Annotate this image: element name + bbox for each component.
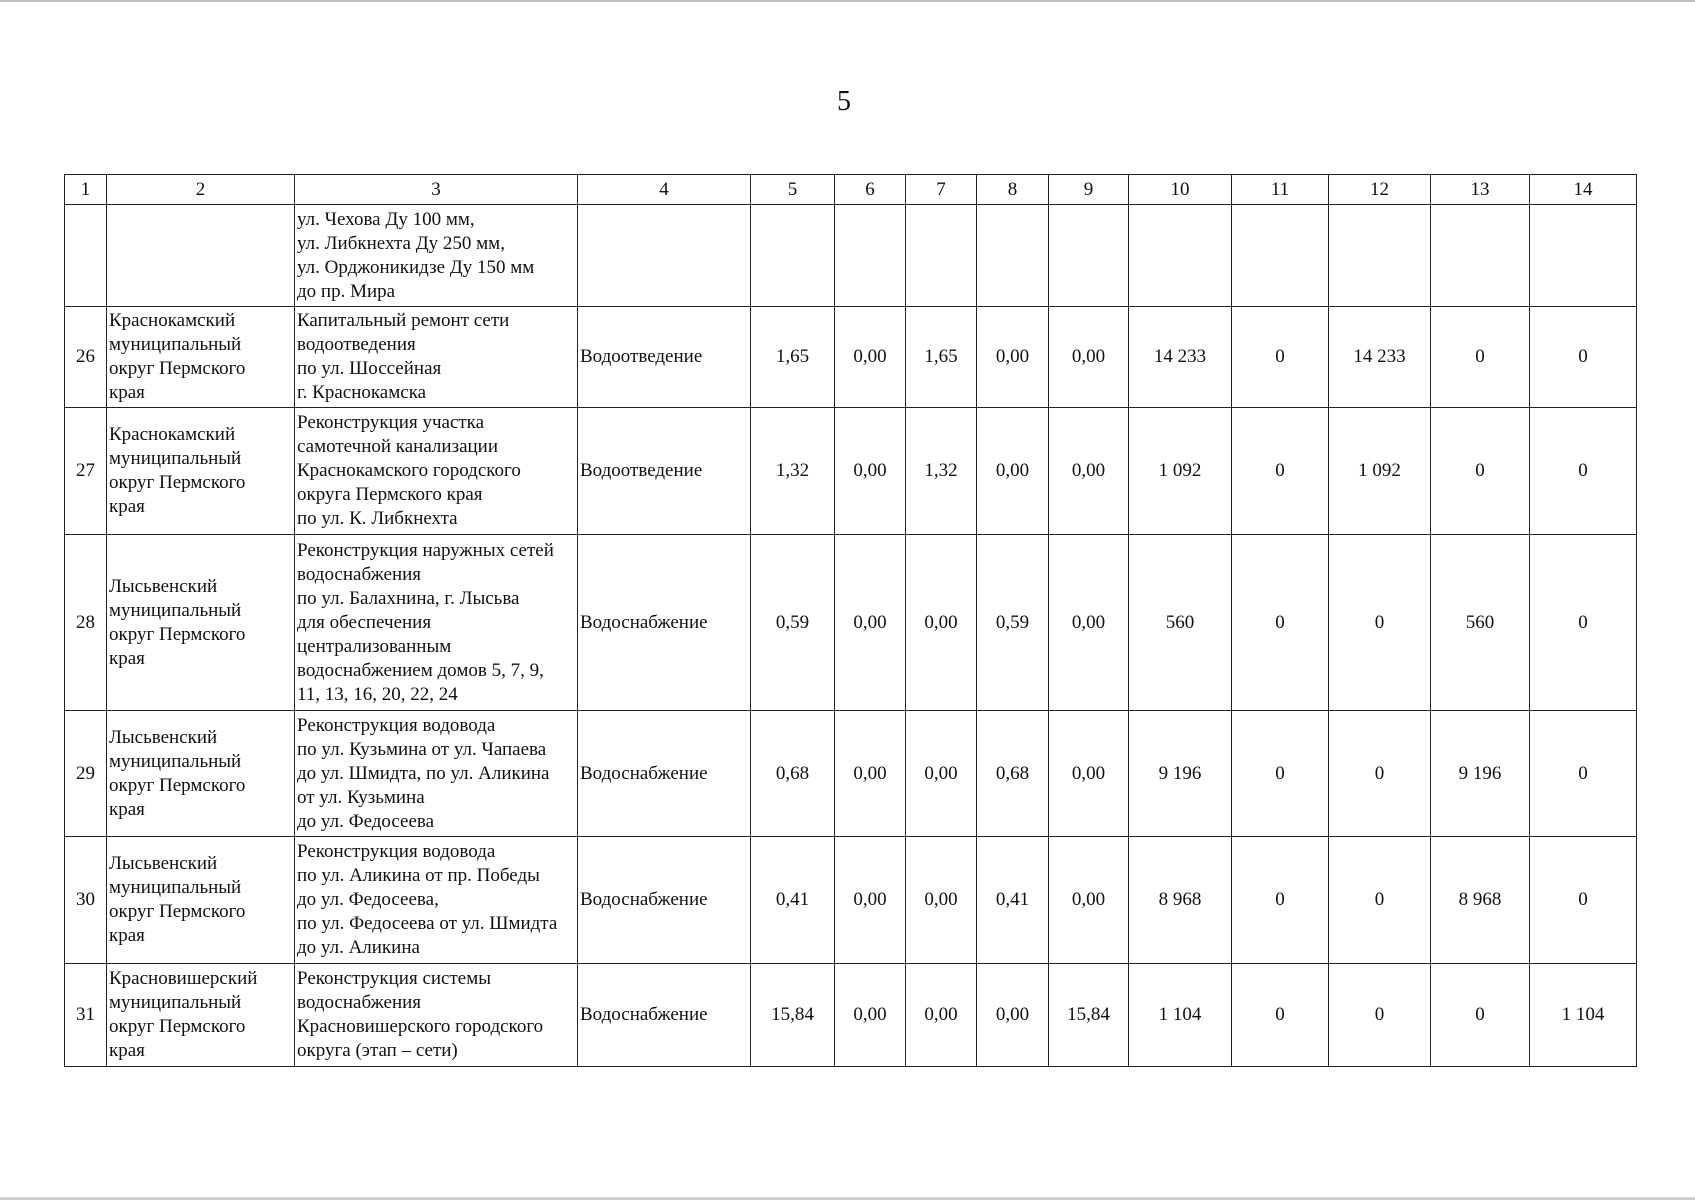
value-cell: 9 196 bbox=[1431, 711, 1530, 837]
type-cell: Водоснабжение bbox=[578, 837, 751, 964]
value-cell: 0 bbox=[1232, 837, 1329, 964]
column-header: 14 bbox=[1530, 175, 1637, 205]
value-cell: 0,59 bbox=[751, 535, 835, 711]
row-number-cell: 29 bbox=[65, 711, 107, 837]
value-cell: 0,00 bbox=[835, 837, 906, 964]
municipality-cell: Краснокамский муниципальный округ Пермского края bbox=[107, 307, 295, 408]
type-cell: Водоотведение bbox=[578, 307, 751, 408]
municipality-cell: Лысьвенский муниципальный округ Пермского края bbox=[107, 837, 295, 964]
column-header: 2 bbox=[107, 175, 295, 205]
scan-edge-top bbox=[0, 0, 1695, 2]
value-cell: 0,00 bbox=[977, 964, 1049, 1067]
value-cell: 1,32 bbox=[751, 408, 835, 535]
value-cell: 0 bbox=[1431, 408, 1530, 535]
type-cell bbox=[578, 205, 751, 307]
value-cell bbox=[1431, 205, 1530, 307]
description-cell: Реконструкция участка самотечной канализации Краснокамского городского округа Пермского края по ул. К. Либкнехта bbox=[295, 408, 578, 535]
value-cell: 0 bbox=[1329, 964, 1431, 1067]
value-cell: 0,00 bbox=[835, 408, 906, 535]
column-header: 3 bbox=[295, 175, 578, 205]
column-header: 5 bbox=[751, 175, 835, 205]
value-cell: 0 bbox=[1232, 535, 1329, 711]
row-number-cell bbox=[65, 205, 107, 307]
description-cell: Реконструкция системы водоснабжения Красновишерского городского округа (этап – сети) bbox=[295, 964, 578, 1067]
data-table bbox=[64, 174, 1637, 1067]
value-cell: 0,00 bbox=[835, 711, 906, 837]
value-cell: 0,00 bbox=[906, 535, 977, 711]
value-cell bbox=[1129, 205, 1232, 307]
value-cell: 8 968 bbox=[1129, 837, 1232, 964]
row-number-cell: 26 bbox=[65, 307, 107, 408]
value-cell: 1,65 bbox=[906, 307, 977, 408]
value-cell: 0 bbox=[1232, 307, 1329, 408]
value-cell bbox=[1329, 205, 1431, 307]
table-row-continuation bbox=[65, 205, 1637, 307]
value-cell: 0 bbox=[1530, 711, 1637, 837]
municipality-cell bbox=[107, 205, 295, 307]
value-cell: 0,00 bbox=[1049, 307, 1129, 408]
column-header: 12 bbox=[1329, 175, 1431, 205]
value-cell: 0 bbox=[1431, 964, 1530, 1067]
value-cell bbox=[751, 205, 835, 307]
value-cell bbox=[977, 205, 1049, 307]
description-cell: Реконструкция водовода по ул. Кузьмина от ул. Чапаева до ул. Шмидта, по ул. Аликина от ул. Кузьмина до ул. Федосеева bbox=[295, 711, 578, 837]
row-number-cell: 27 bbox=[65, 408, 107, 535]
value-cell bbox=[906, 205, 977, 307]
row-number-cell: 30 bbox=[65, 837, 107, 964]
value-cell: 1,65 bbox=[751, 307, 835, 408]
type-cell: Водоотведение bbox=[578, 408, 751, 535]
value-cell: 0 bbox=[1530, 535, 1637, 711]
value-cell: 0,00 bbox=[1049, 837, 1129, 964]
value-cell: 0,68 bbox=[751, 711, 835, 837]
value-cell: 1 104 bbox=[1530, 964, 1637, 1067]
value-cell: 0,00 bbox=[835, 964, 906, 1067]
value-cell: 0 bbox=[1329, 535, 1431, 711]
value-cell bbox=[835, 205, 906, 307]
table-row bbox=[65, 535, 1637, 711]
municipality-cell: Краснокамский муниципальный округ Пермского края bbox=[107, 408, 295, 535]
column-header: 9 bbox=[1049, 175, 1129, 205]
table-row bbox=[65, 837, 1637, 964]
value-cell: 0,41 bbox=[977, 837, 1049, 964]
value-cell bbox=[1232, 205, 1329, 307]
value-cell: 14 233 bbox=[1329, 307, 1431, 408]
value-cell: 0,00 bbox=[906, 964, 977, 1067]
value-cell: 0,00 bbox=[1049, 535, 1129, 711]
value-cell: 0 bbox=[1232, 964, 1329, 1067]
row-number-cell: 31 bbox=[65, 964, 107, 1067]
value-cell bbox=[1530, 205, 1637, 307]
value-cell: 560 bbox=[1129, 535, 1232, 711]
value-cell: 0,00 bbox=[906, 711, 977, 837]
column-header: 8 bbox=[977, 175, 1049, 205]
row-number-cell: 28 bbox=[65, 535, 107, 711]
column-header: 13 bbox=[1431, 175, 1530, 205]
column-header: 1 bbox=[65, 175, 107, 205]
value-cell: 0 bbox=[1232, 408, 1329, 535]
value-cell: 560 bbox=[1431, 535, 1530, 711]
value-cell: 0,41 bbox=[751, 837, 835, 964]
page-number: 5 bbox=[837, 86, 851, 117]
type-cell: Водоснабжение bbox=[578, 711, 751, 837]
value-cell: 0,00 bbox=[906, 837, 977, 964]
column-header: 10 bbox=[1129, 175, 1232, 205]
column-header: 11 bbox=[1232, 175, 1329, 205]
description-cell: Реконструкция водовода по ул. Аликина от пр. Победы до ул. Федосеева, по ул. Федосеева от ул. Шмидта до ул. Аликина bbox=[295, 837, 578, 964]
value-cell: 0,59 bbox=[977, 535, 1049, 711]
value-cell: 1,32 bbox=[906, 408, 977, 535]
value-cell bbox=[1049, 205, 1129, 307]
column-number-row bbox=[65, 175, 1637, 205]
value-cell: 0 bbox=[1431, 307, 1530, 408]
value-cell: 15,84 bbox=[751, 964, 835, 1067]
municipality-cell: Красновишерский муниципальный округ Пермского края bbox=[107, 964, 295, 1067]
value-cell: 0 bbox=[1530, 408, 1637, 535]
value-cell: 0,00 bbox=[835, 307, 906, 408]
value-cell: 0 bbox=[1329, 711, 1431, 837]
column-header: 6 bbox=[835, 175, 906, 205]
value-cell: 0 bbox=[1232, 711, 1329, 837]
table-row bbox=[65, 408, 1637, 535]
municipality-cell: Лысьвенский муниципальный округ Пермского края bbox=[107, 535, 295, 711]
value-cell: 0,00 bbox=[835, 535, 906, 711]
table-row bbox=[65, 307, 1637, 408]
value-cell: 0,68 bbox=[977, 711, 1049, 837]
description-cell: Реконструкция наружных сетей водоснабжения по ул. Балахнина, г. Лысьва для обеспечения централизованным водоснабжением домов 5, 7, 9, 11, 13, 16, 20, 22, 24 bbox=[295, 535, 578, 711]
value-cell: 0 bbox=[1530, 837, 1637, 964]
column-header: 4 bbox=[578, 175, 751, 205]
value-cell: 1 092 bbox=[1129, 408, 1232, 535]
description-cell: ул. Чехова Ду 100 мм, ул. Либкнехта Ду 250 мм, ул. Орджоникидзе Ду 150 мм до пр. Мира bbox=[295, 205, 578, 307]
value-cell: 1 092 bbox=[1329, 408, 1431, 535]
value-cell: 0,00 bbox=[977, 408, 1049, 535]
table-row bbox=[65, 964, 1637, 1067]
description-cell: Капитальный ремонт сети водоотведения по ул. Шоссейная г. Краснокамска bbox=[295, 307, 578, 408]
value-cell: 0,00 bbox=[977, 307, 1049, 408]
value-cell: 0,00 bbox=[1049, 408, 1129, 535]
type-cell: Водоснабжение bbox=[578, 535, 751, 711]
column-header: 7 bbox=[906, 175, 977, 205]
value-cell: 14 233 bbox=[1129, 307, 1232, 408]
value-cell: 15,84 bbox=[1049, 964, 1129, 1067]
value-cell: 9 196 bbox=[1129, 711, 1232, 837]
type-cell: Водоснабжение bbox=[578, 964, 751, 1067]
value-cell: 8 968 bbox=[1431, 837, 1530, 964]
value-cell: 0 bbox=[1530, 307, 1637, 408]
municipality-cell: Лысьвенский муниципальный округ Пермского края bbox=[107, 711, 295, 837]
value-cell: 0 bbox=[1329, 837, 1431, 964]
value-cell: 1 104 bbox=[1129, 964, 1232, 1067]
value-cell: 0,00 bbox=[1049, 711, 1129, 837]
table-row bbox=[65, 711, 1637, 837]
